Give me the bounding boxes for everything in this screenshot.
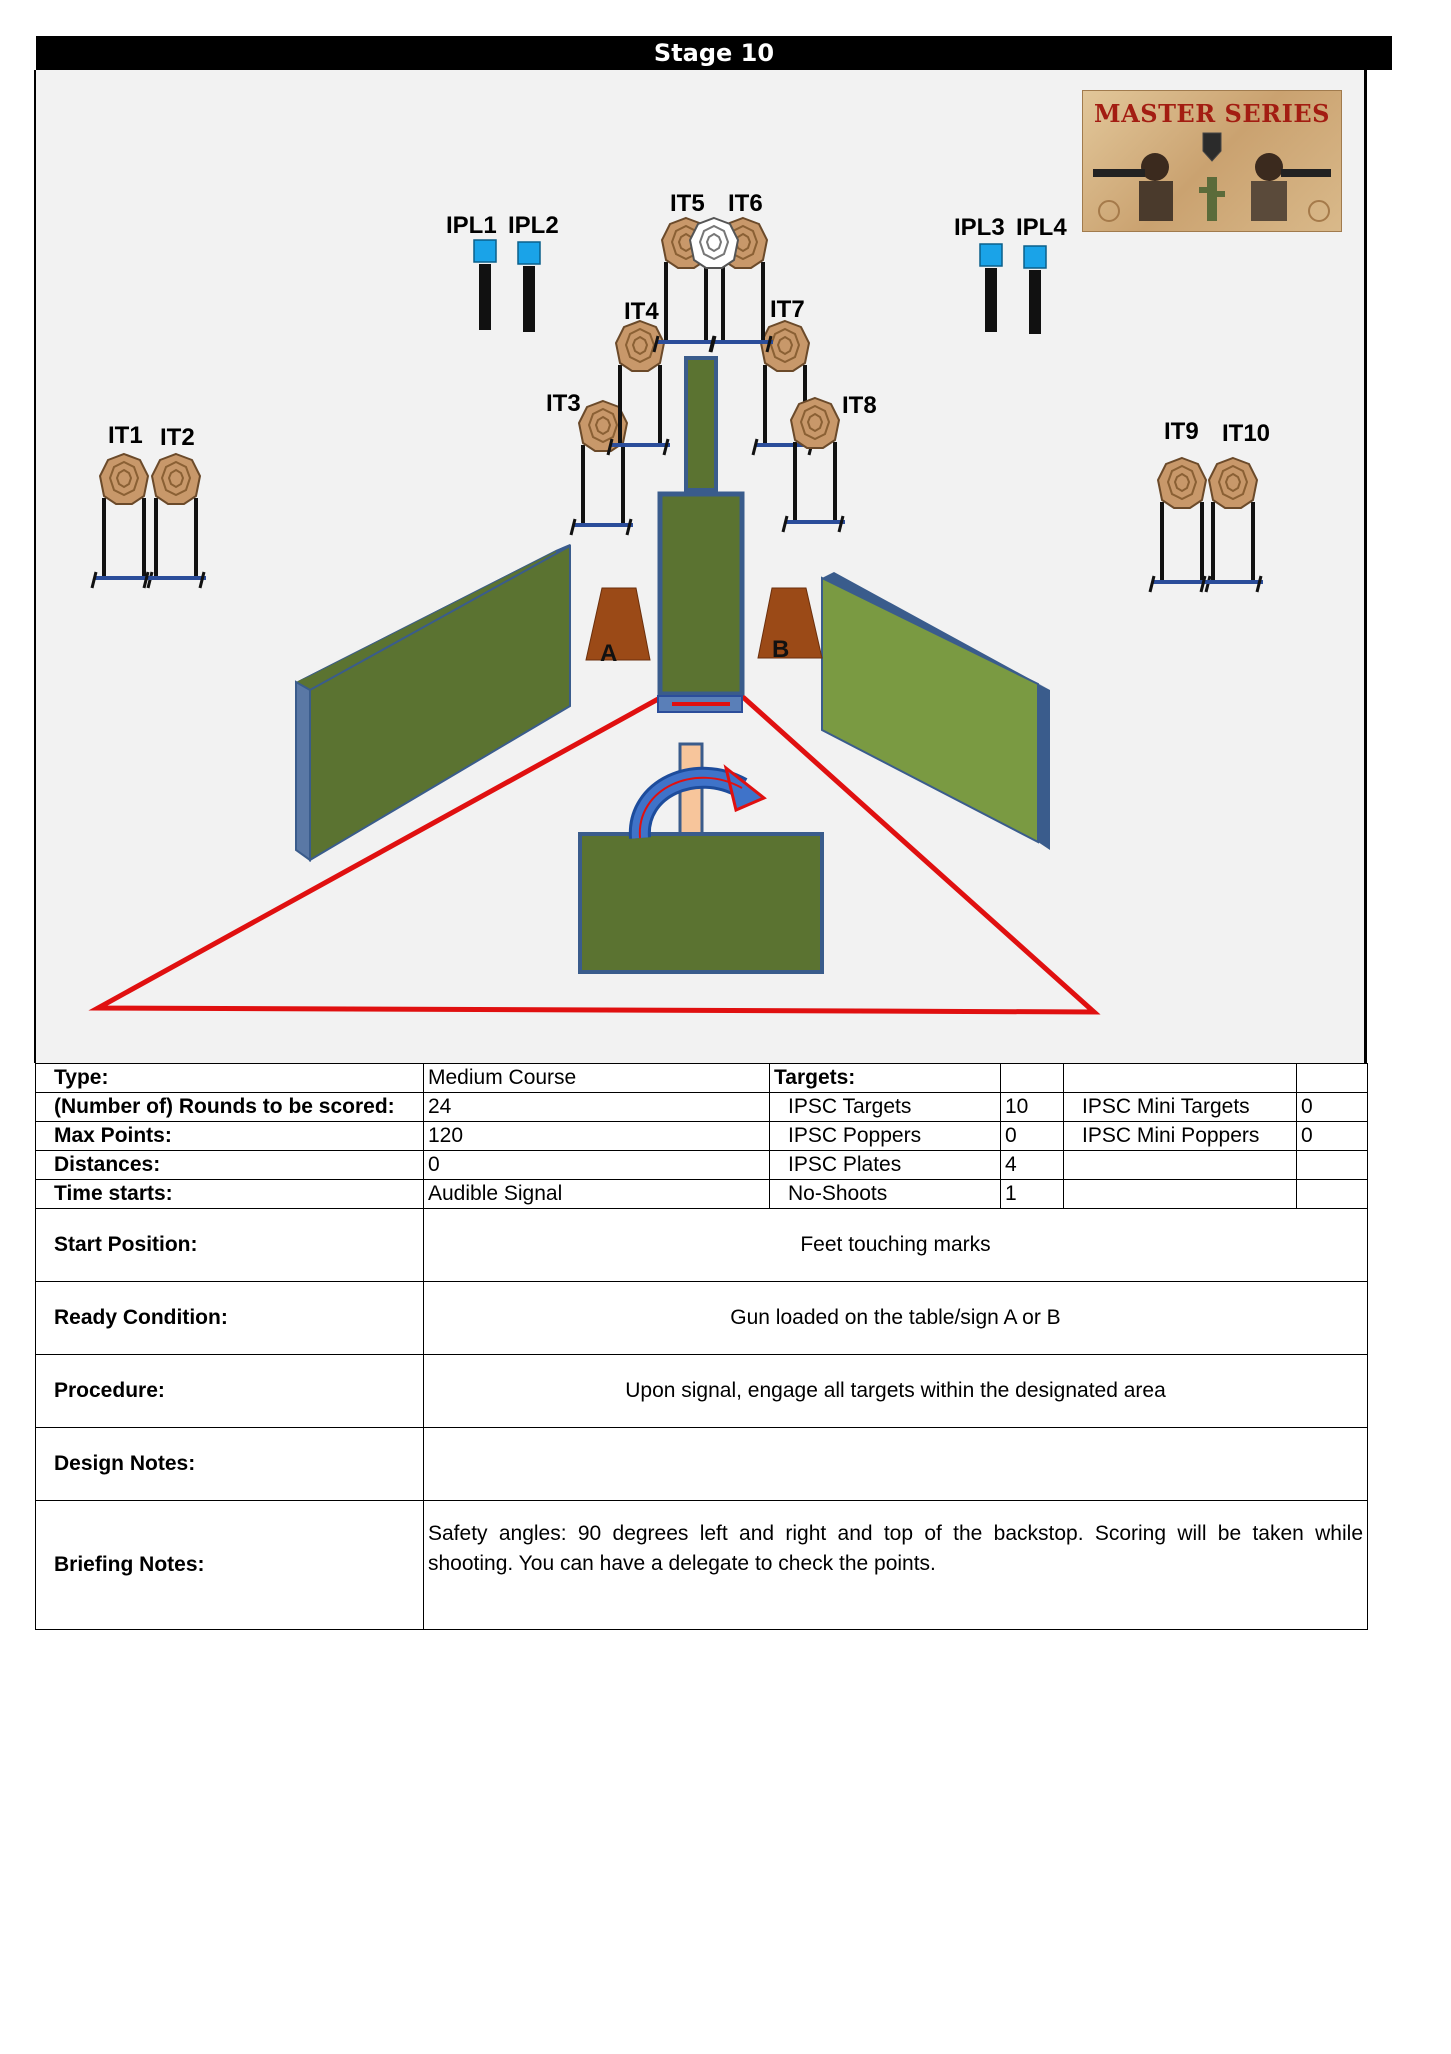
target-it9 (1150, 458, 1212, 592)
ipsc-plates-label: IPSC Plates (770, 1151, 1001, 1180)
sign-b (758, 588, 822, 658)
ipsc-plates-value: 4 (1001, 1151, 1064, 1180)
label-it5: IT5 (670, 190, 705, 217)
ready-condition-label: Ready Condition: (36, 1282, 424, 1355)
master-series-logo (1082, 90, 1342, 232)
ready-condition-value: Gun loaded on the table/sign A or B (424, 1282, 1368, 1355)
label-it3: IT3 (546, 390, 581, 417)
label-ipl3: IPL3 (954, 214, 1005, 241)
label-ipl4: IPL4 (1016, 214, 1067, 241)
time-starts-label: Time starts: (36, 1180, 424, 1209)
start-position-label: Start Position: (36, 1209, 424, 1282)
center-wall-back (686, 358, 716, 490)
target-it2 (144, 454, 206, 588)
ipsc-poppers-label: IPSC Poppers (770, 1122, 1001, 1151)
procedure-label: Procedure: (36, 1355, 424, 1428)
ipsc-targets-value: 10 (1001, 1093, 1064, 1122)
center-wall (660, 494, 742, 694)
label-it9: IT9 (1164, 418, 1199, 445)
ipsc-mini-poppers-label: IPSC Mini Poppers (1064, 1122, 1297, 1151)
time-starts-value: Audible Signal (424, 1180, 770, 1209)
no-shoots-label: No-Shoots (770, 1180, 1001, 1209)
label-ipl2: IPL2 (508, 212, 559, 239)
label-it2: IT2 (160, 424, 195, 451)
label-ipl1: IPL1 (446, 212, 497, 239)
distances-value: 0 (424, 1151, 770, 1180)
briefing-notes-label: Briefing Notes: (36, 1501, 424, 1630)
stage-title: Stage 10 (36, 36, 1392, 70)
label-it8: IT8 (842, 392, 877, 419)
distances-label: Distances: (36, 1151, 424, 1180)
ipsc-mini-poppers-value: 0 (1297, 1122, 1368, 1151)
ipsc-poppers-value: 0 (1001, 1122, 1064, 1151)
plate-ipl3 (980, 244, 1002, 332)
plate-ipl2 (518, 242, 540, 332)
rounds-value: 24 (424, 1093, 770, 1122)
label-sign-b: B (772, 636, 790, 663)
design-notes-label: Design Notes: (36, 1428, 424, 1501)
procedure-value: Upon signal, engage all targets within the designated area (424, 1355, 1368, 1428)
right-wall (822, 572, 1050, 850)
left-wall (296, 544, 570, 860)
no-shoots-value: 1 (1001, 1180, 1064, 1209)
target-it1 (92, 454, 154, 588)
target-it8 (783, 398, 845, 532)
ipsc-targets-label: IPSC Targets (770, 1093, 1001, 1122)
label-sign-a: A (600, 640, 618, 667)
label-it7: IT7 (770, 296, 805, 323)
label-it6: IT6 (728, 190, 763, 217)
max-points-value: 120 (424, 1122, 770, 1151)
briefing-notes-value: Safety angles: 90 degrees left and right and top of the backstop. Scoring will be taken while shooting. You can have a delegate to check the points. (424, 1501, 1368, 1630)
plate-ipl1 (474, 240, 496, 330)
rounds-label: (Number of) Rounds to be scored: (36, 1093, 424, 1122)
label-it4: IT4 (624, 298, 659, 325)
logo-text: MASTER SERIES (1094, 99, 1330, 128)
ipsc-mini-targets-label: IPSC Mini Targets (1064, 1093, 1297, 1122)
sign-a (586, 588, 650, 660)
type-value: Medium Course (424, 1064, 770, 1093)
stage-info-table (35, 1063, 1368, 1630)
design-notes-value (424, 1428, 1368, 1501)
label-it1: IT1 (108, 422, 143, 449)
target-it3 (571, 401, 633, 535)
target-it10 (1201, 458, 1263, 592)
no-shoot-target (690, 218, 738, 268)
start-position-value: Feet touching marks (424, 1209, 1368, 1282)
max-points-label: Max Points: (36, 1122, 424, 1151)
ipsc-mini-targets-value: 0 (1297, 1093, 1368, 1122)
targets-label: Targets: (770, 1064, 1001, 1093)
label-it10: IT10 (1222, 420, 1271, 447)
type-label: Type: (36, 1064, 424, 1093)
plate-ipl4 (1024, 246, 1046, 334)
